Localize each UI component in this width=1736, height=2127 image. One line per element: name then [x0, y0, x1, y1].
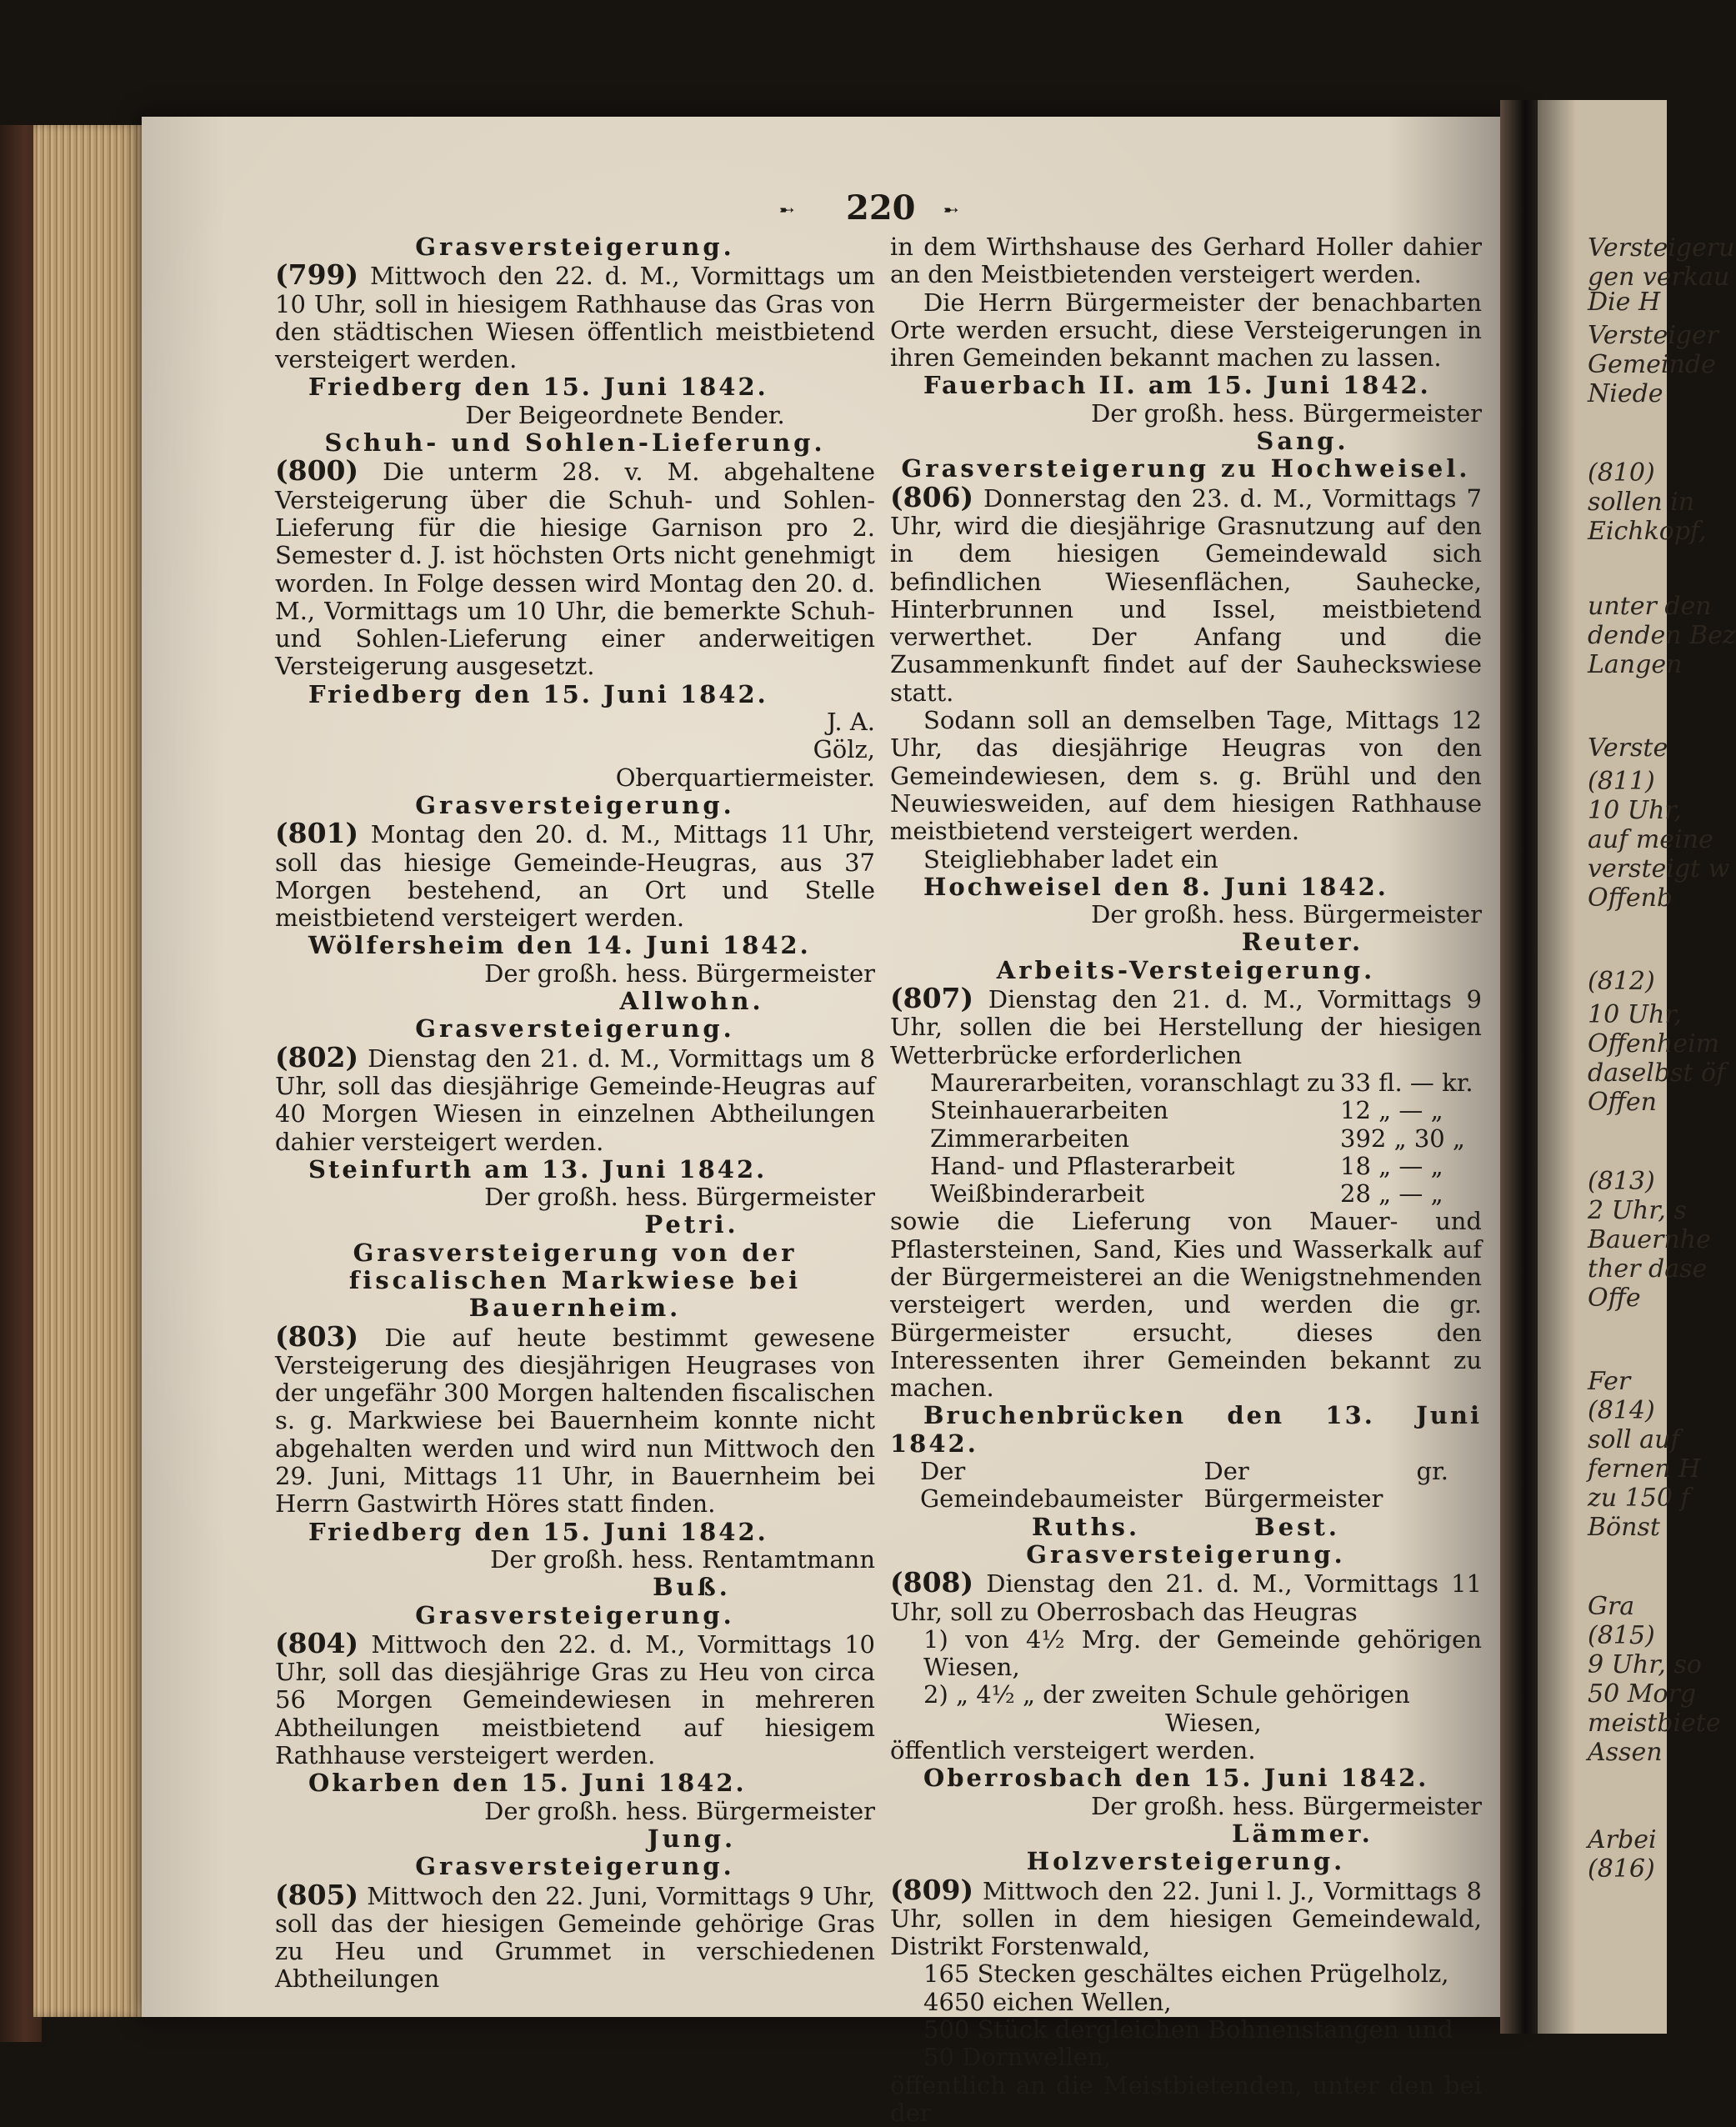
next-page-text: zu 150 f	[1588, 1484, 1690, 1513]
next-page-text: meistbiete	[1588, 1709, 1721, 1738]
section-heading: Grasversteigerung.	[1026, 1539, 1346, 1569]
page-edges	[33, 125, 150, 2017]
signature-line: Der großh. hess. Bürgermeister	[1091, 1791, 1482, 1820]
next-page-text: 10 Uhr,	[1588, 796, 1682, 825]
next-page-text: denden Bez	[1588, 621, 1736, 650]
notice-text: Montag den 20. d. M., Mittags 11 Uhr, soll das hiesige Gemeinde-Heugras, aus 37 Morgen bestehend, an Ort und Stelle meistbietend versteigert werden.	[275, 820, 876, 933]
signature-line: Der großh. hess. Bürgermeister	[484, 958, 875, 988]
paragraph: öffentlich an die Meistbietenden, unter den bei der	[890, 2070, 1482, 2127]
paragraph: Sodann soll an demselben Tage, Mittags 12 Uhr, das diesjährige Heugras von den Gemeindewiesen, dem s. g. Brühl und den Neuwiesweiden, auf dem hiesigen Rathhause meistbietend versteigert werden.	[890, 706, 1482, 846]
next-page-text: Gra	[1588, 1592, 1635, 1621]
signature-left: Der Gemeindebaumeister	[920, 1457, 1183, 1514]
list-item: Wiesen,	[1165, 1708, 1262, 1737]
notice-number: (802)	[275, 1040, 359, 1074]
page-ornament-right: ➸	[943, 200, 959, 221]
next-page-text: Offe	[1588, 1284, 1641, 1313]
next-page-text: Assen	[1588, 1738, 1663, 1767]
list-item: 4650 eichen Wellen,	[923, 1987, 1172, 2016]
list-item: 50 Dornwellen,	[923, 2043, 1111, 2072]
page-number: 220	[846, 188, 916, 228]
next-page-text: (811)	[1588, 767, 1655, 796]
next-page-text: Offen	[1588, 1088, 1657, 1117]
notice-entry	[275, 1319, 875, 1519]
next-page-text: Offenheim	[1588, 1029, 1720, 1058]
notice-text: Mittwoch den 22. Juni, Vormittags 9 Uhr, soll das der hiesigen Gemeinde gehörige Gras zu Heu und Grummet in verschiedenen Abtheilungen	[275, 1881, 875, 1994]
paragraph: sowie die Lieferung von Mauer- und Pflastersteinen, Sand, Kies und Wasserkalk auf der Bürgermeisterei an die Wenigstnehmenden versteigert werden, und werden die gr. Bürgermeister ersucht, dieses den Interessenten ihrer Gemeinden bekannt zu machen.	[890, 1207, 1482, 1403]
signature-line: Gölz,	[813, 735, 875, 764]
place-date: Friedberg den 15. Juni 1842.	[308, 373, 768, 402]
notice-number: (799)	[275, 258, 359, 292]
signatory-right: Best.	[1254, 1512, 1340, 1541]
next-page-text: Langen	[1588, 650, 1683, 679]
cost-value: 18 „ — „	[1340, 1151, 1443, 1180]
cost-label: Zimmerarbeiten	[930, 1124, 1130, 1153]
next-page-text: Arbei	[1588, 1825, 1657, 1854]
notice-number: (809)	[890, 1873, 974, 1906]
place-date: Bruchenbrücken den 13. Juni 1842.	[890, 1401, 1482, 1458]
signature-line: Der großh. hess. Bürgermeister	[484, 1796, 875, 1825]
notice-entry	[890, 1566, 1483, 1626]
notice-entry	[275, 258, 876, 374]
section-heading: Grasversteigerung.	[415, 1852, 735, 1881]
signature-line: J. A.	[827, 708, 875, 737]
signature-line: Der großh. hess. Bürgermeister	[1091, 900, 1482, 929]
notice-text: Mittwoch den 22. Juni l. J., Vormittags 8 Uhr, sollen in dem hiesigen Gemeindewald, Distrikt Forstenwald,	[890, 1876, 1482, 1961]
next-page-text: gen verkau	[1588, 263, 1730, 292]
cost-label: Weißbinderarbeit	[930, 1179, 1145, 1209]
cost-row	[890, 1180, 1482, 1208]
place-date: Hochweisel den 8. Juni 1842.	[923, 872, 1388, 901]
notice-text: Dienstag den 21. d. M., Vormittags 9 Uhr, sollen die bei Herstellung der hiesigen Wetterbrücke erforderlichen	[890, 985, 1482, 1069]
notice-text: Die unterm 28. v. M. abgehaltene Versteigerung über die Schuh- und Sohlen-Lieferung für die hiesige Garnison pro 2. Semester d. J. ist höchsten Orts nicht genehmigt worden. In Folge dessen wird Montag den 20. d. M., Vormittags um 10 Uhr, die bemerkte Schuh- und Sohlen-Lieferung einer anderweitigen Versteigerung ausgesetzt.	[275, 458, 875, 681]
next-page-text: (815)	[1588, 1621, 1655, 1650]
list-item: 500 Stück dergleichen Bohnenstangen und	[923, 2015, 1453, 2044]
cost-label: Steinhauerarbeiten	[930, 1096, 1168, 1125]
notice-text: Mittwoch den 22. d. M., Vormittags 10 Uhr, soll das diesjährige Gras zu Heu von circa 56 Morgen Gemeindewiesen in mehreren Abtheilungen meistbietend auf hiesigem Rathhause versteigert werden.	[275, 1629, 875, 1770]
left-column	[275, 233, 875, 1994]
list-item: 165 Stecken geschältes eichen Prügelholz,	[923, 1959, 1449, 1989]
cost-row	[890, 1097, 1482, 1124]
place-date: Oberrosbach den 15. Juni 1842.	[923, 1764, 1429, 1793]
cost-row	[890, 1069, 1482, 1097]
notice-number: (805)	[275, 1878, 359, 1911]
signature-line: Der Beigeordnete Bender.	[465, 400, 785, 429]
paragraph: in dem Wirthshause des Gerhard Holler dahier an den Meistbietenden versteigert werden.	[890, 233, 1482, 289]
place-date: Friedberg den 15. Juni 1842.	[308, 679, 768, 708]
place-date: Okarben den 15. Juni 1842.	[308, 1769, 747, 1798]
next-page-text: daselbst öf	[1588, 1058, 1726, 1088]
notice-number: (801)	[275, 817, 359, 850]
notice-text: Mittwoch den 22. d. M., Vormittags um 10 Uhr, soll in hiesigem Rathhause das Gras von den städtischen Wiesen öffentlich meistbietend versteigert werden.	[275, 262, 876, 374]
signature-line: Der großh. hess. Bürgermeister	[1091, 398, 1482, 428]
section-heading: Arbeits-Versteigerung.	[996, 955, 1376, 984]
signature-line: Der großh. hess. Rentamtmann	[490, 1544, 875, 1574]
section-heading: Grasversteigerung von der fiscalischen Markwiese bei Bauernheim.	[348, 1238, 802, 1323]
notice-number: (808)	[890, 1566, 974, 1599]
signature-line: Oberquartiermeister.	[615, 763, 875, 792]
next-page-fragment	[1538, 100, 1736, 2034]
notice-entry	[275, 1878, 875, 1994]
next-page-text: Die H	[1588, 288, 1661, 317]
section-heading: Grasversteigerung zu Hochweisel.	[901, 454, 1471, 483]
notice-text: Dienstag den 21. d. M., Vormittags 11 Uhr, soll zu Oberrosbach das Heugras	[890, 1569, 1483, 1626]
notice-entry	[275, 819, 875, 932]
paragraph: öffentlich versteigert werden.	[890, 1736, 1256, 1765]
section-heading: Grasversteigerung.	[415, 790, 735, 819]
signatory-name: Jung.	[647, 1824, 737, 1853]
page-ornament-left: ➸	[779, 200, 795, 221]
signatory-pair	[890, 1514, 1482, 1541]
next-page-text: 10 Uhr,	[1588, 1000, 1682, 1029]
notice-number: (803)	[275, 1319, 359, 1353]
place-date: Wölfersheim den 14. Juni 1842.	[308, 931, 811, 960]
notice-entry	[275, 1040, 876, 1156]
next-page-text: fernen H	[1588, 1454, 1701, 1484]
section-heading: Holzversteigerung.	[1026, 1847, 1346, 1876]
next-page-text: Offenb	[1588, 883, 1673, 913]
signature-line: Der großh. hess. Bürgermeister	[484, 1183, 875, 1212]
cost-value: 33 fl. — kr.	[1340, 1068, 1473, 1097]
cost-row	[890, 1153, 1482, 1180]
notice-number: (806)	[890, 480, 974, 513]
next-page-text: Eichkopf,	[1588, 517, 1707, 546]
section-heading: Grasversteigerung.	[415, 233, 735, 261]
next-page-text: 2 Uhr, s	[1588, 1196, 1687, 1225]
place-date: Fauerbach II. am 15. Juni 1842.	[923, 371, 1431, 400]
next-page-text: Niede	[1588, 379, 1663, 408]
next-page-text: Bönst	[1588, 1513, 1660, 1542]
next-page-text: Verste	[1588, 733, 1668, 763]
section-heading: Schuh- und Sohlen-Lieferung.	[324, 428, 826, 458]
next-page-text: Bauernhe	[1588, 1225, 1711, 1254]
next-page-text: Versteiger	[1588, 321, 1719, 350]
notice-number: (807)	[890, 982, 974, 1015]
notice-entry	[275, 454, 875, 681]
next-page-text: ther dase	[1588, 1254, 1708, 1284]
cost-value: 392 „ 30 „	[1340, 1124, 1465, 1153]
next-page-text: (810)	[1588, 458, 1655, 488]
next-page-text: Fer	[1588, 1367, 1631, 1396]
next-page-text: (814)	[1588, 1396, 1655, 1425]
notice-number: (800)	[275, 454, 359, 488]
paragraph: Die Herrn Bürgermeister der benachbarten Orte werden ersucht, diese Versteigerungen in ihren Gemeinden bekannt machen zu lassen.	[890, 288, 1482, 373]
cost-value: 12 „ — „	[1340, 1096, 1443, 1125]
signature-right: Der gr. Bürgermeister	[1203, 1457, 1448, 1514]
notice-text: Dienstag den 21. d. M., Vormittags um 8 Uhr, soll das diesjährige Gemeinde-Heugras auf 40 Morgen Wiesen in einzelnen Abtheilungen dahier versteigert werden.	[275, 1043, 876, 1156]
section-heading: Grasversteigerung.	[415, 1014, 735, 1043]
next-page-text: unter den	[1588, 592, 1712, 621]
next-page-text: (816)	[1588, 1854, 1655, 1884]
signature-pair	[890, 1458, 1482, 1514]
signatory-name: Petri.	[644, 1210, 739, 1239]
cost-value: 28 „ — „	[1340, 1179, 1443, 1209]
signatory-name: Buß.	[653, 1573, 731, 1602]
notice-text: Donnerstag den 23. d. M., Vormittags 7 Uhr, wird die diesjährige Grasnutzung auf den in dem hiesigen Gemeindewald sich befindlichen Wiesenflächen, Sauhecke, Hinterbrunnen und Issel, meistbietend verwerthet. Der Anfang und die Zusammenkunft findet auf der Sauheckswiese statt.	[890, 483, 1482, 707]
cost-label: Maurerarbeiten, voranschlagt zu	[930, 1068, 1336, 1097]
list-item: 1) von 4½ Mrg. der Gemeinde gehörigen Wiesen,	[923, 1624, 1482, 1682]
notice-entry	[890, 1873, 1482, 1961]
notice-text: Die auf heute bestimmt gewesene Versteigerung des diesjährigen Heugrases von der ungefähr 300 Morgen haltenden fiscalischen s. g. Markwiese bei Bauernheim konnte nicht abgehalten werden und wird nun Mittwoch den 29. Juni, Mittags 11 Uhr, in Bauernheim bei Herrn Gastwirth Höres statt finden.	[275, 1323, 875, 1519]
signatory-name: Lämmer.	[1232, 1819, 1373, 1848]
next-page-text: sollen in	[1588, 488, 1695, 517]
notice-entry	[890, 480, 1482, 707]
paragraph: Steigliebhaber ladet ein	[923, 844, 1218, 873]
notice-entry	[890, 984, 1482, 1069]
signatory-name: Sang.	[1256, 427, 1349, 456]
next-page-text: (812)	[1588, 967, 1655, 996]
right-column	[890, 233, 1482, 2127]
place-date: Steinfurth am 13. Juni 1842.	[308, 1154, 768, 1184]
place-date: Friedberg den 15. Juni 1842.	[308, 1517, 768, 1546]
next-page-text: 9 Uhr, so	[1588, 1650, 1702, 1679]
signatory-left: Ruths.	[1032, 1512, 1141, 1541]
cost-row	[890, 1125, 1482, 1153]
next-page-text: Gemeinde	[1588, 350, 1716, 379]
next-page-text: 50 Morg	[1588, 1679, 1697, 1709]
next-page-text: Versteigeru	[1588, 233, 1735, 263]
notice-entry	[275, 1626, 875, 1770]
notice-number: (804)	[275, 1626, 359, 1659]
next-page-text: (813)	[1588, 1167, 1655, 1196]
signatory-name: Reuter.	[1241, 928, 1364, 957]
signatory-name: Allwohn.	[619, 987, 764, 1016]
next-page-text: auf meine	[1588, 825, 1713, 854]
next-page-text: soll auf	[1588, 1425, 1680, 1454]
list-item: 2) „ 4½ „ der zweiten Schule gehörigen	[923, 1680, 1410, 1709]
cost-label: Hand- und Pflasterarbeit	[930, 1151, 1235, 1180]
section-heading: Grasversteigerung.	[415, 1600, 735, 1629]
next-page-text: versteigt w	[1588, 854, 1730, 883]
